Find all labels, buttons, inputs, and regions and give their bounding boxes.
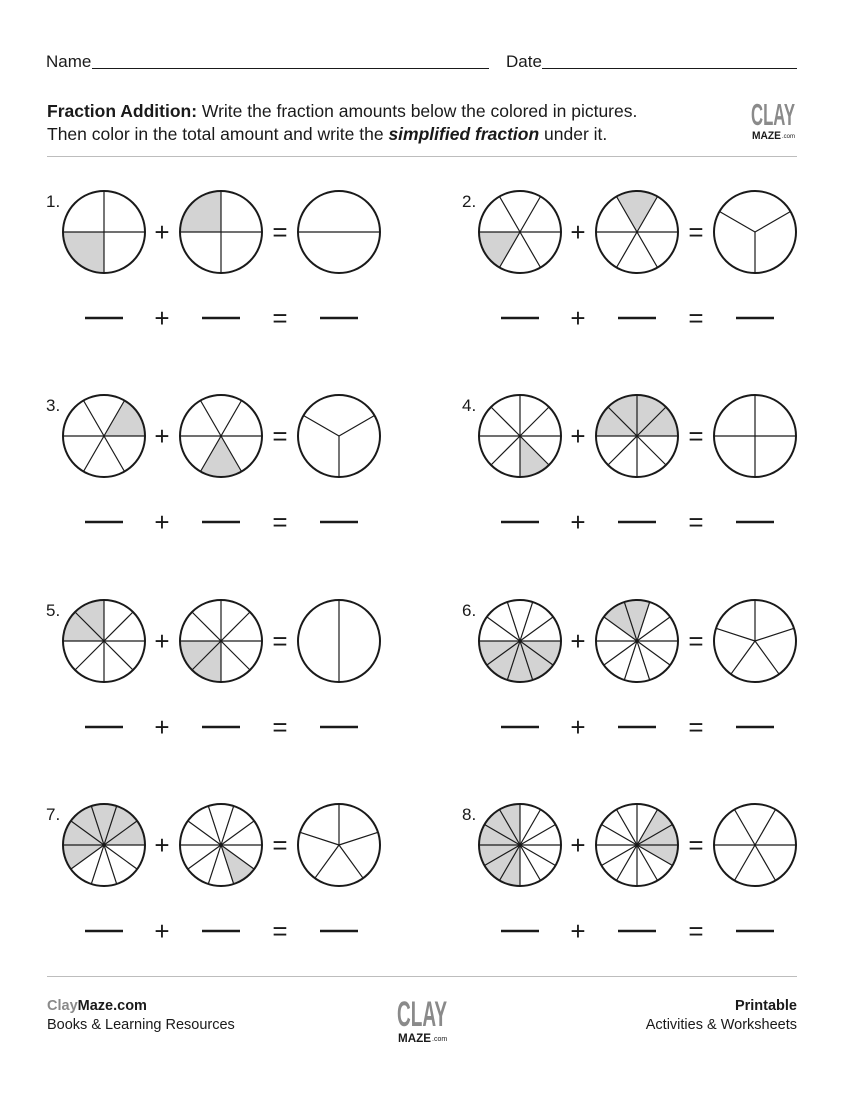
- slice-divider: [755, 628, 794, 641]
- answer-equals-sign: =: [688, 916, 704, 946]
- fraction-circle-2: [596, 191, 678, 273]
- fraction-circle-3[interactable]: [714, 395, 796, 477]
- fraction-circle-3[interactable]: [714, 804, 796, 886]
- problem-5: [46, 600, 380, 742]
- footer-right-subtitle: Activities & Worksheets: [645, 1017, 797, 1033]
- equals-sign: =: [272, 421, 288, 451]
- problem-4: [462, 395, 796, 537]
- slice-divider: [500, 196, 521, 232]
- shaded-slice: [520, 436, 549, 477]
- slice-divider: [637, 641, 650, 680]
- fraction-circle-3[interactable]: [298, 395, 380, 477]
- slice-divider: [84, 436, 105, 472]
- fraction-circle-2: [180, 395, 262, 477]
- shaded-slice: [201, 436, 242, 477]
- slice-divider: [75, 641, 104, 670]
- fraction-circle-2: [596, 395, 678, 477]
- slice-divider: [719, 212, 755, 233]
- slice-divider: [188, 821, 221, 845]
- instructions-emphasis: simplified fraction: [388, 124, 540, 144]
- answer-plus-sign: +: [570, 303, 586, 333]
- fraction-circle-3[interactable]: [714, 191, 796, 273]
- equals-sign: =: [688, 217, 704, 247]
- answer-equals-sign: =: [688, 712, 704, 742]
- slice-divider: [104, 612, 133, 641]
- slice-divider: [221, 806, 234, 845]
- logo-bottom-suffix: .com: [432, 1036, 448, 1043]
- fraction-circle-1: [63, 600, 145, 682]
- plus-sign: +: [154, 830, 170, 860]
- slice-divider: [104, 845, 137, 869]
- footer-right-title: Printable: [734, 998, 797, 1014]
- fraction-circle-3[interactable]: [298, 804, 380, 886]
- slice-divider: [315, 845, 339, 878]
- answer-plus-sign: +: [154, 712, 170, 742]
- slice-divider: [84, 400, 105, 436]
- answer-plus-sign: +: [154, 916, 170, 946]
- answer-plus-sign: +: [154, 303, 170, 333]
- slice-divider: [221, 612, 250, 641]
- name-label: Name: [46, 52, 92, 71]
- slice-divider: [755, 641, 779, 674]
- slice-divider: [507, 602, 520, 641]
- equals-sign: =: [272, 830, 288, 860]
- footer-site-name: [47, 997, 235, 1016]
- answer-plus-sign: +: [570, 916, 586, 946]
- fraction-circle-1: [63, 395, 145, 477]
- slice-divider: [487, 617, 520, 641]
- slice-divider: [520, 407, 549, 436]
- answer-equals-sign: =: [272, 303, 288, 333]
- slice-divider: [716, 628, 755, 641]
- slice-divider: [735, 809, 756, 845]
- plus-sign: +: [154, 421, 170, 451]
- problem-number: 8.: [462, 805, 477, 824]
- instructions-line2-end: under it.: [539, 124, 608, 144]
- slice-divider: [221, 400, 242, 436]
- fraction-circle-1: [63, 191, 145, 273]
- instructions-title: Fraction Addition:: [47, 101, 198, 121]
- problem-number: 2.: [462, 192, 477, 211]
- fraction-circle-3[interactable]: [714, 600, 796, 682]
- problem-1: [46, 191, 380, 333]
- plus-sign: +: [154, 626, 170, 656]
- slice-divider: [104, 436, 125, 472]
- footer-site-part1: Clay: [47, 998, 78, 1014]
- slice-divider: [520, 232, 541, 268]
- equals-sign: =: [688, 830, 704, 860]
- shaded-slice: [104, 400, 145, 436]
- logo-bottom-word-bottom: MAZE: [398, 1031, 431, 1045]
- fraction-circle-2: [596, 804, 678, 886]
- plus-sign: +: [570, 421, 586, 451]
- footer-divider: [47, 976, 797, 977]
- footer-site-part2: Maze.com: [77, 998, 147, 1014]
- instructions-line1-text: Write the fraction amounts below the colored in pictures.: [197, 101, 638, 121]
- problem-number: 3.: [46, 396, 61, 415]
- slice-divider: [303, 416, 339, 437]
- logo-word-bottom: MAZE: [752, 130, 781, 142]
- slice-divider: [637, 641, 670, 665]
- fraction-circle-1: [479, 191, 561, 273]
- problem-7: [46, 804, 380, 946]
- equals-sign: =: [688, 421, 704, 451]
- footer-left: [47, 997, 235, 1035]
- problem-number: 7.: [46, 805, 61, 824]
- fraction-circle-2: [596, 600, 678, 682]
- problem-number: 5.: [46, 601, 61, 620]
- fraction-circle-1: [63, 804, 145, 886]
- problem-number: 6.: [462, 601, 477, 620]
- answer-plus-sign: +: [570, 507, 586, 537]
- answer-plus-sign: +: [154, 507, 170, 537]
- problem-number: 1.: [46, 192, 61, 211]
- fraction-circle-1: [479, 804, 561, 886]
- slice-divider: [520, 617, 553, 641]
- slice-divider: [735, 845, 756, 881]
- footer-right: [646, 997, 797, 1035]
- problem-3: [46, 395, 380, 537]
- slice-divider: [188, 845, 221, 869]
- plus-sign: +: [570, 626, 586, 656]
- date-label: Date: [506, 52, 542, 71]
- answer-equals-sign: =: [272, 712, 288, 742]
- slice-divider: [339, 845, 363, 878]
- plus-sign: +: [570, 217, 586, 247]
- problem-8: [462, 804, 796, 946]
- answer-equals-sign: =: [272, 507, 288, 537]
- slice-divider: [208, 806, 221, 845]
- slice-divider: [491, 407, 520, 436]
- equals-sign: =: [272, 626, 288, 656]
- fraction-circle-1: [479, 395, 561, 477]
- slice-divider: [201, 400, 222, 436]
- answer-equals-sign: =: [688, 303, 704, 333]
- slice-divider: [491, 436, 520, 465]
- logo-word-top: CLAY: [751, 97, 796, 132]
- plus-sign: +: [570, 830, 586, 860]
- fraction-circle-2: [180, 804, 262, 886]
- slice-divider: [104, 845, 117, 884]
- slice-divider: [221, 641, 250, 670]
- slice-divider: [755, 212, 791, 233]
- slice-divider: [617, 232, 638, 268]
- problem-number: 4.: [462, 396, 477, 415]
- fraction-circle-3[interactable]: [298, 191, 380, 273]
- answer-plus-sign: +: [570, 712, 586, 742]
- slice-divider: [208, 845, 221, 884]
- problem-6: [462, 600, 796, 742]
- answer-equals-sign: =: [272, 916, 288, 946]
- slice-divider: [520, 602, 533, 641]
- fraction-circle-2: [180, 600, 262, 682]
- slice-divider: [637, 436, 666, 465]
- fraction-circle-1: [479, 600, 561, 682]
- plus-sign: +: [154, 217, 170, 247]
- equals-sign: =: [688, 626, 704, 656]
- slice-divider: [624, 641, 637, 680]
- shaded-slice: [221, 845, 254, 884]
- slice-divider: [221, 821, 254, 845]
- footer-left-tagline: Books & Learning Resources: [47, 1017, 235, 1033]
- fraction-circle-3[interactable]: [298, 600, 380, 682]
- slice-divider: [339, 832, 378, 845]
- slice-divider: [731, 641, 755, 674]
- slice-divider: [300, 832, 339, 845]
- slice-divider: [637, 232, 658, 268]
- slice-divider: [755, 809, 776, 845]
- claymaze-logo-bottom: [396, 992, 452, 1050]
- answer-equals-sign: =: [688, 507, 704, 537]
- instructions-line2-start: Then color in the total amount and write the: [47, 124, 389, 144]
- slice-divider: [104, 641, 133, 670]
- fraction-circle-2: [180, 191, 262, 273]
- logo-bottom-word-top: CLAY: [397, 995, 447, 1034]
- slice-divider: [608, 436, 637, 465]
- slice-divider: [520, 196, 541, 232]
- logo-suffix: .com: [782, 134, 796, 140]
- slice-divider: [339, 416, 375, 437]
- equals-sign: =: [272, 217, 288, 247]
- shaded-slice: [479, 232, 520, 268]
- slice-divider: [604, 641, 637, 665]
- slice-divider: [192, 612, 221, 641]
- problem-2: [462, 191, 796, 333]
- slice-divider: [755, 845, 776, 881]
- shaded-slice: [617, 191, 658, 232]
